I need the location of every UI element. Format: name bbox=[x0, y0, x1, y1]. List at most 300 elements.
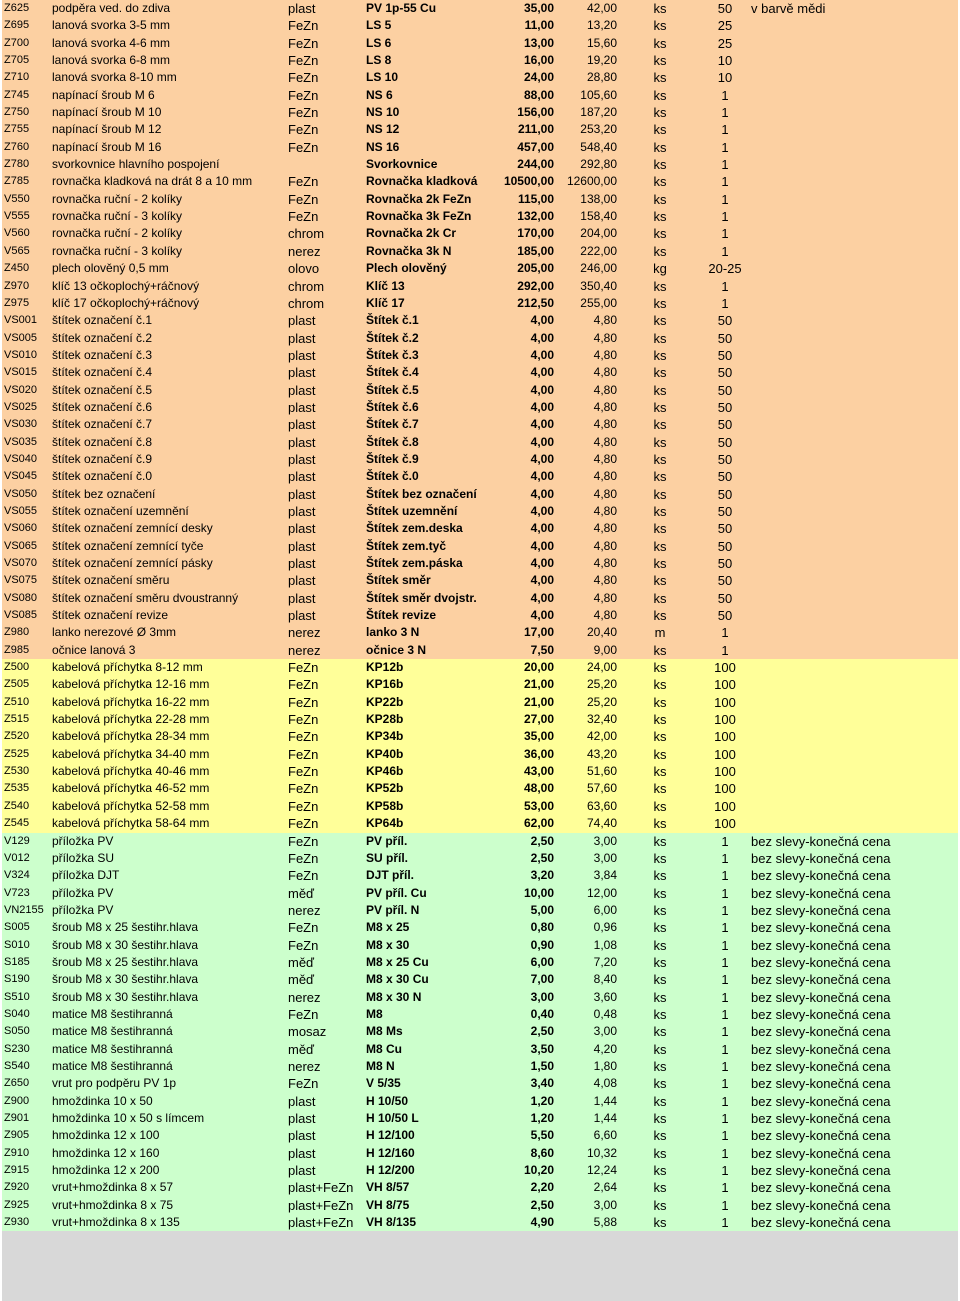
item-material: plast bbox=[288, 486, 316, 502]
item-package-qty: 50 bbox=[717, 590, 733, 606]
item-material: FeZn bbox=[288, 35, 319, 51]
item-price-excl-vat: 0,80 bbox=[530, 920, 554, 935]
item-code: VS080 bbox=[4, 591, 38, 604]
table-footer-band bbox=[2, 1231, 958, 1301]
item-package-qty: 50 bbox=[717, 538, 733, 554]
item-short-name: LS 5 bbox=[366, 18, 392, 33]
item-unit: ks bbox=[653, 18, 667, 34]
item-unit: ks bbox=[653, 451, 667, 467]
table-row bbox=[2, 520, 958, 537]
item-short-name: M8 x 30 N bbox=[366, 989, 422, 1004]
item-package-qty: 50 bbox=[717, 608, 733, 624]
table-row bbox=[2, 1075, 958, 1092]
item-short-name: Štítek směr dvojstr. bbox=[366, 590, 477, 605]
item-price-incl-vat: 25,20 bbox=[586, 677, 617, 692]
item-unit: ks bbox=[653, 868, 667, 884]
item-price-excl-vat: 43,00 bbox=[523, 764, 554, 779]
item-material: plast bbox=[288, 347, 316, 363]
table-row bbox=[2, 330, 958, 347]
table-row bbox=[2, 850, 958, 867]
item-price-incl-vat: 246,00 bbox=[580, 261, 617, 276]
table-row bbox=[2, 52, 958, 69]
item-unit: ks bbox=[653, 243, 667, 259]
item-code: VS040 bbox=[4, 452, 38, 465]
item-price-incl-vat: 4,80 bbox=[593, 313, 617, 328]
item-code: VS085 bbox=[4, 609, 38, 622]
item-note: bez slevy-konečná cena bbox=[751, 1128, 891, 1144]
table-row bbox=[2, 1179, 958, 1196]
item-price-excl-vat: 17,00 bbox=[523, 625, 554, 640]
item-unit: ks bbox=[653, 35, 667, 51]
item-price-excl-vat: 4,00 bbox=[530, 451, 554, 466]
item-price-excl-vat: 4,00 bbox=[530, 330, 554, 345]
table-row bbox=[2, 902, 958, 919]
table-row bbox=[2, 87, 958, 104]
table-row bbox=[2, 659, 958, 676]
item-price-excl-vat: 3,00 bbox=[530, 989, 554, 1004]
item-unit: ks bbox=[653, 1024, 667, 1040]
item-code: Z745 bbox=[4, 88, 30, 101]
item-price-excl-vat: 4,00 bbox=[530, 590, 554, 605]
item-short-name: Svorkovnice bbox=[366, 157, 438, 172]
item-short-name: Rovnačka 2k Cr bbox=[366, 226, 457, 241]
item-code: Z915 bbox=[4, 1164, 30, 1177]
item-price-excl-vat: 2,20 bbox=[530, 1180, 554, 1195]
item-description: napínací šroub M 12 bbox=[52, 122, 162, 137]
table-row bbox=[2, 0, 958, 17]
item-unit: ks bbox=[653, 833, 667, 849]
item-unit: ks bbox=[653, 1111, 667, 1126]
item-description: štítek bez označení bbox=[52, 486, 156, 501]
table-row bbox=[2, 382, 958, 399]
item-short-name: Štítek bez označení bbox=[366, 486, 477, 501]
item-material: plast bbox=[288, 521, 316, 537]
item-material: plast bbox=[288, 538, 316, 554]
item-price-incl-vat: 255,00 bbox=[580, 295, 617, 310]
item-short-name: Štítek zem.deska bbox=[366, 521, 463, 536]
item-code: VS001 bbox=[4, 314, 38, 327]
item-package-qty: 50 bbox=[717, 382, 733, 398]
item-price-incl-vat: 3,00 bbox=[593, 833, 617, 848]
item-unit: ks bbox=[653, 989, 667, 1005]
item-code: VS020 bbox=[4, 383, 38, 396]
table-row bbox=[2, 833, 958, 850]
item-price-excl-vat: 0,40 bbox=[530, 1006, 554, 1021]
item-material: FeZn bbox=[288, 694, 319, 710]
item-material: FeZn bbox=[288, 816, 319, 832]
item-code: Z755 bbox=[4, 123, 30, 136]
item-price-excl-vat: 88,00 bbox=[523, 87, 554, 102]
item-short-name: H 12/200 bbox=[366, 1163, 415, 1178]
item-short-name: Štítek č.0 bbox=[366, 469, 419, 484]
item-price-excl-vat: 48,00 bbox=[523, 781, 554, 796]
item-unit: ks bbox=[653, 157, 667, 173]
table-row bbox=[2, 555, 958, 572]
item-material: plast bbox=[288, 417, 316, 433]
item-price-excl-vat: 11,00 bbox=[524, 18, 554, 33]
item-price-excl-vat: 4,00 bbox=[530, 469, 554, 484]
item-unit: ks bbox=[653, 642, 667, 658]
item-unit: ks bbox=[653, 764, 667, 780]
item-material: plast bbox=[288, 556, 316, 571]
item-price-incl-vat: 138,00 bbox=[580, 191, 617, 206]
table-row bbox=[2, 35, 958, 52]
item-material: nerez bbox=[288, 989, 321, 1005]
item-note: bez slevy-konečná cena bbox=[751, 1093, 891, 1109]
item-code: Z905 bbox=[4, 1129, 30, 1142]
item-package-qty: 10 bbox=[717, 70, 733, 86]
item-price-incl-vat: 25,20 bbox=[586, 694, 617, 709]
item-unit: ks bbox=[653, 590, 667, 606]
item-description: hmoždinka 10 x 50 s límcem bbox=[52, 1111, 205, 1125]
item-unit: ks bbox=[653, 70, 667, 86]
item-code: Z500 bbox=[4, 661, 30, 674]
item-material: FeZn bbox=[288, 660, 319, 676]
table-body bbox=[2, 0, 958, 1231]
item-description: šroub M8 x 25 šestihr.hlava bbox=[52, 954, 199, 969]
item-note: bez slevy-konečná cena bbox=[751, 850, 891, 866]
item-description: hmoždinka 12 x 200 bbox=[52, 1163, 160, 1178]
item-price-incl-vat: 2,64 bbox=[593, 1180, 617, 1195]
item-material: FeZn bbox=[288, 746, 319, 762]
item-short-name: KP46b bbox=[366, 764, 404, 779]
item-package-qty: 50 bbox=[717, 469, 733, 485]
item-description: štítek označení uzemnění bbox=[52, 503, 189, 518]
item-code: Z510 bbox=[4, 695, 30, 708]
item-code: V324 bbox=[4, 869, 30, 882]
item-price-incl-vat: 187,20 bbox=[580, 105, 617, 120]
item-short-name: M8 N bbox=[366, 1058, 395, 1073]
table-row bbox=[2, 971, 958, 988]
item-price-incl-vat: 6,60 bbox=[593, 1128, 617, 1143]
item-price-excl-vat: 5,50 bbox=[530, 1128, 554, 1143]
item-description: rovnačka ruční - 3 kolíky bbox=[52, 209, 183, 224]
item-price-incl-vat: 8,40 bbox=[593, 972, 617, 987]
item-package-qty: 1 bbox=[721, 989, 729, 1005]
item-short-name: SU příl. bbox=[366, 850, 409, 865]
table-row bbox=[2, 208, 958, 225]
item-material: FeZn bbox=[288, 1076, 319, 1092]
item-package-qty: 1 bbox=[721, 174, 729, 190]
item-code: Z930 bbox=[4, 1216, 30, 1229]
item-description: štítek označení revize bbox=[52, 608, 169, 623]
item-short-name: M8 x 30 Cu bbox=[366, 972, 429, 987]
item-material: FeZn bbox=[288, 70, 319, 86]
item-code: Z695 bbox=[4, 19, 30, 32]
item-note: bez slevy-konečná cena bbox=[751, 902, 891, 918]
item-price-incl-vat: 20,40 bbox=[586, 625, 617, 640]
table-row bbox=[2, 607, 958, 624]
item-code: Z700 bbox=[4, 36, 30, 49]
item-short-name: M8 x 25 bbox=[366, 920, 410, 935]
item-unit: ks bbox=[653, 920, 667, 936]
item-material: FeZn bbox=[288, 122, 319, 138]
item-short-name: LS 6 bbox=[366, 35, 392, 50]
item-description: rovnačka ruční - 3 kolíky bbox=[52, 243, 183, 258]
item-price-incl-vat: 13,20 bbox=[586, 18, 617, 33]
item-description: kabelová příchytka 12-16 mm bbox=[52, 677, 210, 692]
item-short-name: VH 8/135 bbox=[366, 1215, 417, 1230]
item-package-qty: 100 bbox=[714, 764, 736, 780]
item-material: plast bbox=[288, 469, 316, 485]
table-row bbox=[2, 139, 958, 156]
item-code: V723 bbox=[4, 886, 30, 899]
item-note: bez slevy-konečná cena bbox=[751, 1111, 891, 1126]
item-price-excl-vat: 21,00 bbox=[523, 677, 554, 692]
item-code: S185 bbox=[4, 955, 30, 968]
item-description: šroub M8 x 30 šestihr.hlava bbox=[52, 989, 199, 1004]
item-material: FeZn bbox=[288, 798, 319, 814]
item-price-incl-vat: 74,40 bbox=[586, 816, 617, 831]
item-description: štítek označení č.0 bbox=[52, 469, 153, 484]
item-price-incl-vat: 3,00 bbox=[593, 850, 617, 865]
item-material: FeZn bbox=[288, 1006, 319, 1022]
item-short-name: KP16b bbox=[366, 677, 404, 692]
item-material: plast+FeZn bbox=[288, 1197, 354, 1213]
item-price-excl-vat: 4,00 bbox=[530, 417, 554, 432]
item-unit: ks bbox=[653, 209, 667, 225]
item-note: bez slevy-konečná cena bbox=[751, 1041, 891, 1057]
item-short-name: KP22b bbox=[366, 694, 404, 709]
item-package-qty: 50 bbox=[717, 556, 733, 571]
item-package-qty: 100 bbox=[714, 729, 736, 745]
item-code: VS055 bbox=[4, 504, 38, 517]
item-price-excl-vat: 244,00 bbox=[517, 157, 554, 172]
item-price-incl-vat: 3,84 bbox=[593, 868, 617, 883]
item-short-name: PV 1p-55 Cu bbox=[366, 1, 437, 15]
item-price-excl-vat: 3,40 bbox=[530, 1076, 554, 1091]
item-description: štítek označení zemnící pásky bbox=[52, 556, 213, 570]
item-description: příložka DJT bbox=[52, 868, 120, 883]
item-price-excl-vat: 20,00 bbox=[523, 660, 554, 675]
item-price-excl-vat: 211,00 bbox=[517, 122, 554, 137]
item-price-incl-vat: 3,60 bbox=[593, 989, 617, 1004]
item-note: bez slevy-konečná cena bbox=[751, 1006, 891, 1022]
item-price-incl-vat: 4,80 bbox=[593, 347, 617, 362]
item-price-incl-vat: 1,44 bbox=[593, 1093, 617, 1108]
item-description: matice M8 šestihranná bbox=[52, 1024, 173, 1039]
item-material: plast bbox=[288, 399, 316, 415]
item-short-name: KP58b bbox=[366, 798, 404, 813]
item-price-incl-vat: 350,40 bbox=[580, 278, 617, 293]
item-price-incl-vat: 0,48 bbox=[593, 1006, 617, 1021]
item-unit: ks bbox=[653, 278, 667, 294]
item-price-excl-vat: 3,20 bbox=[530, 868, 554, 883]
item-description: klíč 17 očkoplochý+ráčnový bbox=[52, 295, 200, 310]
item-price-excl-vat: 2,50 bbox=[530, 833, 554, 848]
item-material: měď bbox=[288, 1041, 315, 1057]
item-price-excl-vat: 27,00 bbox=[523, 712, 554, 727]
item-price-incl-vat: 222,00 bbox=[580, 243, 617, 258]
table-row bbox=[2, 434, 958, 451]
item-short-name: Štítek revize bbox=[366, 608, 437, 623]
item-price-incl-vat: 4,80 bbox=[593, 399, 617, 414]
item-code: Z901 bbox=[4, 1112, 30, 1124]
item-description: lanová svorka 8-10 mm bbox=[52, 70, 177, 85]
item-description: příložka PV bbox=[52, 833, 114, 848]
table-row bbox=[2, 1110, 958, 1127]
item-unit: ks bbox=[653, 954, 667, 970]
item-material: FeZn bbox=[288, 87, 319, 103]
item-note: bez slevy-konečná cena bbox=[751, 920, 891, 936]
item-package-qty: 100 bbox=[714, 816, 736, 832]
item-package-qty: 1 bbox=[721, 920, 729, 936]
item-description: matice M8 šestihranná bbox=[52, 1041, 173, 1056]
item-material: FeZn bbox=[288, 868, 319, 884]
item-unit: ks bbox=[653, 816, 667, 832]
item-description: šroub M8 x 25 šestihr.hlava bbox=[52, 920, 199, 935]
table-row bbox=[2, 728, 958, 745]
item-short-name: VH 8/57 bbox=[366, 1180, 410, 1195]
item-short-name: NS 10 bbox=[366, 105, 400, 120]
item-material: plast bbox=[288, 1, 316, 16]
item-short-name: H 12/160 bbox=[366, 1145, 415, 1160]
item-package-qty: 1 bbox=[721, 937, 729, 953]
item-material: FeZn bbox=[288, 191, 319, 207]
item-unit: ks bbox=[653, 1197, 667, 1213]
item-price-excl-vat: 4,00 bbox=[530, 486, 554, 501]
table-row bbox=[2, 17, 958, 34]
item-code: Z750 bbox=[4, 106, 30, 119]
table-row bbox=[2, 468, 958, 485]
table-row bbox=[2, 867, 958, 884]
item-short-name: H 10/50 L bbox=[366, 1111, 419, 1125]
item-short-name: Štítek č.1 bbox=[366, 313, 419, 328]
table-row bbox=[2, 416, 958, 433]
item-note: bez slevy-konečná cena bbox=[751, 868, 891, 884]
item-description: vrut+hmoždinka 8 x 75 bbox=[52, 1197, 174, 1212]
item-code: VS030 bbox=[4, 418, 38, 431]
item-package-qty: 20-25 bbox=[708, 261, 742, 277]
item-unit: ks bbox=[653, 677, 667, 693]
item-unit: ks bbox=[653, 417, 667, 433]
item-code: VS065 bbox=[4, 539, 38, 552]
item-short-name: Štítek č.7 bbox=[366, 417, 419, 432]
item-price-incl-vat: 4,80 bbox=[593, 573, 617, 588]
item-package-qty: 1 bbox=[721, 209, 729, 225]
item-price-excl-vat: 3,50 bbox=[530, 1041, 554, 1056]
item-package-qty: 50 bbox=[717, 434, 733, 450]
item-unit: m bbox=[654, 625, 666, 641]
item-price-excl-vat: 457,00 bbox=[517, 139, 554, 154]
item-package-qty: 1 bbox=[721, 1076, 729, 1092]
table-row bbox=[2, 746, 958, 763]
item-package-qty: 1 bbox=[721, 1024, 729, 1040]
item-material: plast bbox=[288, 608, 316, 624]
item-description: matice M8 šestihranná bbox=[52, 1006, 173, 1021]
item-short-name: KP34b bbox=[366, 729, 404, 744]
item-description: plech olověný 0,5 mm bbox=[52, 261, 169, 276]
item-price-excl-vat: 13,00 bbox=[523, 35, 554, 50]
item-description: štítek označení č.4 bbox=[52, 365, 153, 380]
table-row bbox=[2, 503, 958, 520]
item-unit: ks bbox=[653, 694, 667, 710]
item-unit: ks bbox=[653, 1, 667, 16]
item-material: FeZn bbox=[288, 18, 319, 34]
item-unit: ks bbox=[653, 486, 667, 502]
item-description: rovnačka ruční - 2 kolíky bbox=[52, 191, 183, 206]
item-package-qty: 1 bbox=[721, 1006, 729, 1022]
item-price-incl-vat: 4,20 bbox=[593, 1041, 617, 1056]
item-package-qty: 1 bbox=[721, 1041, 729, 1057]
item-description: příložka PV bbox=[52, 902, 114, 917]
table-row bbox=[2, 121, 958, 138]
item-code: Z505 bbox=[4, 678, 30, 691]
item-note: bez slevy-konečná cena bbox=[751, 937, 891, 953]
table-row bbox=[2, 711, 958, 728]
item-price-incl-vat: 24,00 bbox=[586, 660, 617, 675]
item-unit: ks bbox=[653, 503, 667, 519]
table-row bbox=[2, 69, 958, 86]
item-package-qty: 1 bbox=[721, 139, 729, 155]
table-row bbox=[2, 694, 958, 711]
item-code: S540 bbox=[4, 1059, 30, 1072]
item-description: rovnačka ruční - 2 kolíky bbox=[52, 226, 183, 241]
item-material: FeZn bbox=[288, 764, 319, 780]
item-price-excl-vat: 5,00 bbox=[530, 902, 554, 917]
table-row bbox=[2, 312, 958, 329]
table-row bbox=[2, 676, 958, 693]
item-price-excl-vat: 2,50 bbox=[530, 850, 554, 865]
table-row bbox=[2, 538, 958, 555]
item-material: nerez bbox=[288, 243, 321, 259]
table-row bbox=[2, 1058, 958, 1075]
table-row bbox=[2, 1214, 958, 1231]
item-unit: ks bbox=[653, 382, 667, 398]
item-unit: ks bbox=[653, 469, 667, 485]
item-package-qty: 1 bbox=[721, 226, 729, 242]
item-package-qty: 100 bbox=[714, 694, 736, 710]
item-material: FeZn bbox=[288, 105, 319, 121]
item-price-incl-vat: 4,80 bbox=[593, 521, 617, 536]
item-short-name: NS 16 bbox=[366, 139, 400, 154]
table-row bbox=[2, 260, 958, 277]
item-material: plast bbox=[288, 313, 316, 329]
item-description: štítek označení č.7 bbox=[52, 417, 153, 432]
item-description: kabelová příchytka 34-40 mm bbox=[52, 746, 210, 761]
item-price-incl-vat: 28,80 bbox=[586, 70, 617, 85]
item-package-qty: 50 bbox=[717, 330, 733, 346]
item-note: bez slevy-konečná cena bbox=[751, 972, 891, 988]
item-code: Z525 bbox=[4, 747, 30, 760]
item-note: bez slevy-konečná cena bbox=[751, 954, 891, 970]
item-short-name: Rovnačka 2k FeZn bbox=[366, 191, 472, 206]
item-price-incl-vat: 42,00 bbox=[586, 729, 617, 744]
item-material: plast+FeZn bbox=[288, 1180, 354, 1196]
item-short-name: Štítek č.8 bbox=[366, 434, 419, 449]
item-code: Z980 bbox=[4, 626, 30, 639]
item-short-name: H 12/100 bbox=[366, 1128, 415, 1143]
item-code: Z530 bbox=[4, 765, 30, 778]
item-price-incl-vat: 4,80 bbox=[593, 434, 617, 449]
item-material: nerez bbox=[288, 902, 321, 918]
item-description: vrut+hmoždinka 8 x 135 bbox=[52, 1215, 180, 1230]
item-unit: ks bbox=[653, 347, 667, 363]
table-row bbox=[2, 590, 958, 607]
item-price-excl-vat: 212,50 bbox=[517, 295, 554, 310]
table-row bbox=[2, 486, 958, 503]
item-description: napínací šroub M 6 bbox=[52, 87, 155, 102]
item-price-incl-vat: 4,80 bbox=[593, 451, 617, 466]
item-material: FeZn bbox=[288, 833, 319, 849]
item-material: plast bbox=[288, 330, 316, 346]
item-unit: ks bbox=[653, 1215, 667, 1231]
item-material: plast bbox=[288, 434, 316, 450]
item-price-excl-vat: 16,00 bbox=[523, 53, 554, 68]
item-material: měď bbox=[288, 954, 315, 970]
item-package-qty: 50 bbox=[717, 347, 733, 363]
item-short-name: Štítek č.2 bbox=[366, 330, 419, 345]
